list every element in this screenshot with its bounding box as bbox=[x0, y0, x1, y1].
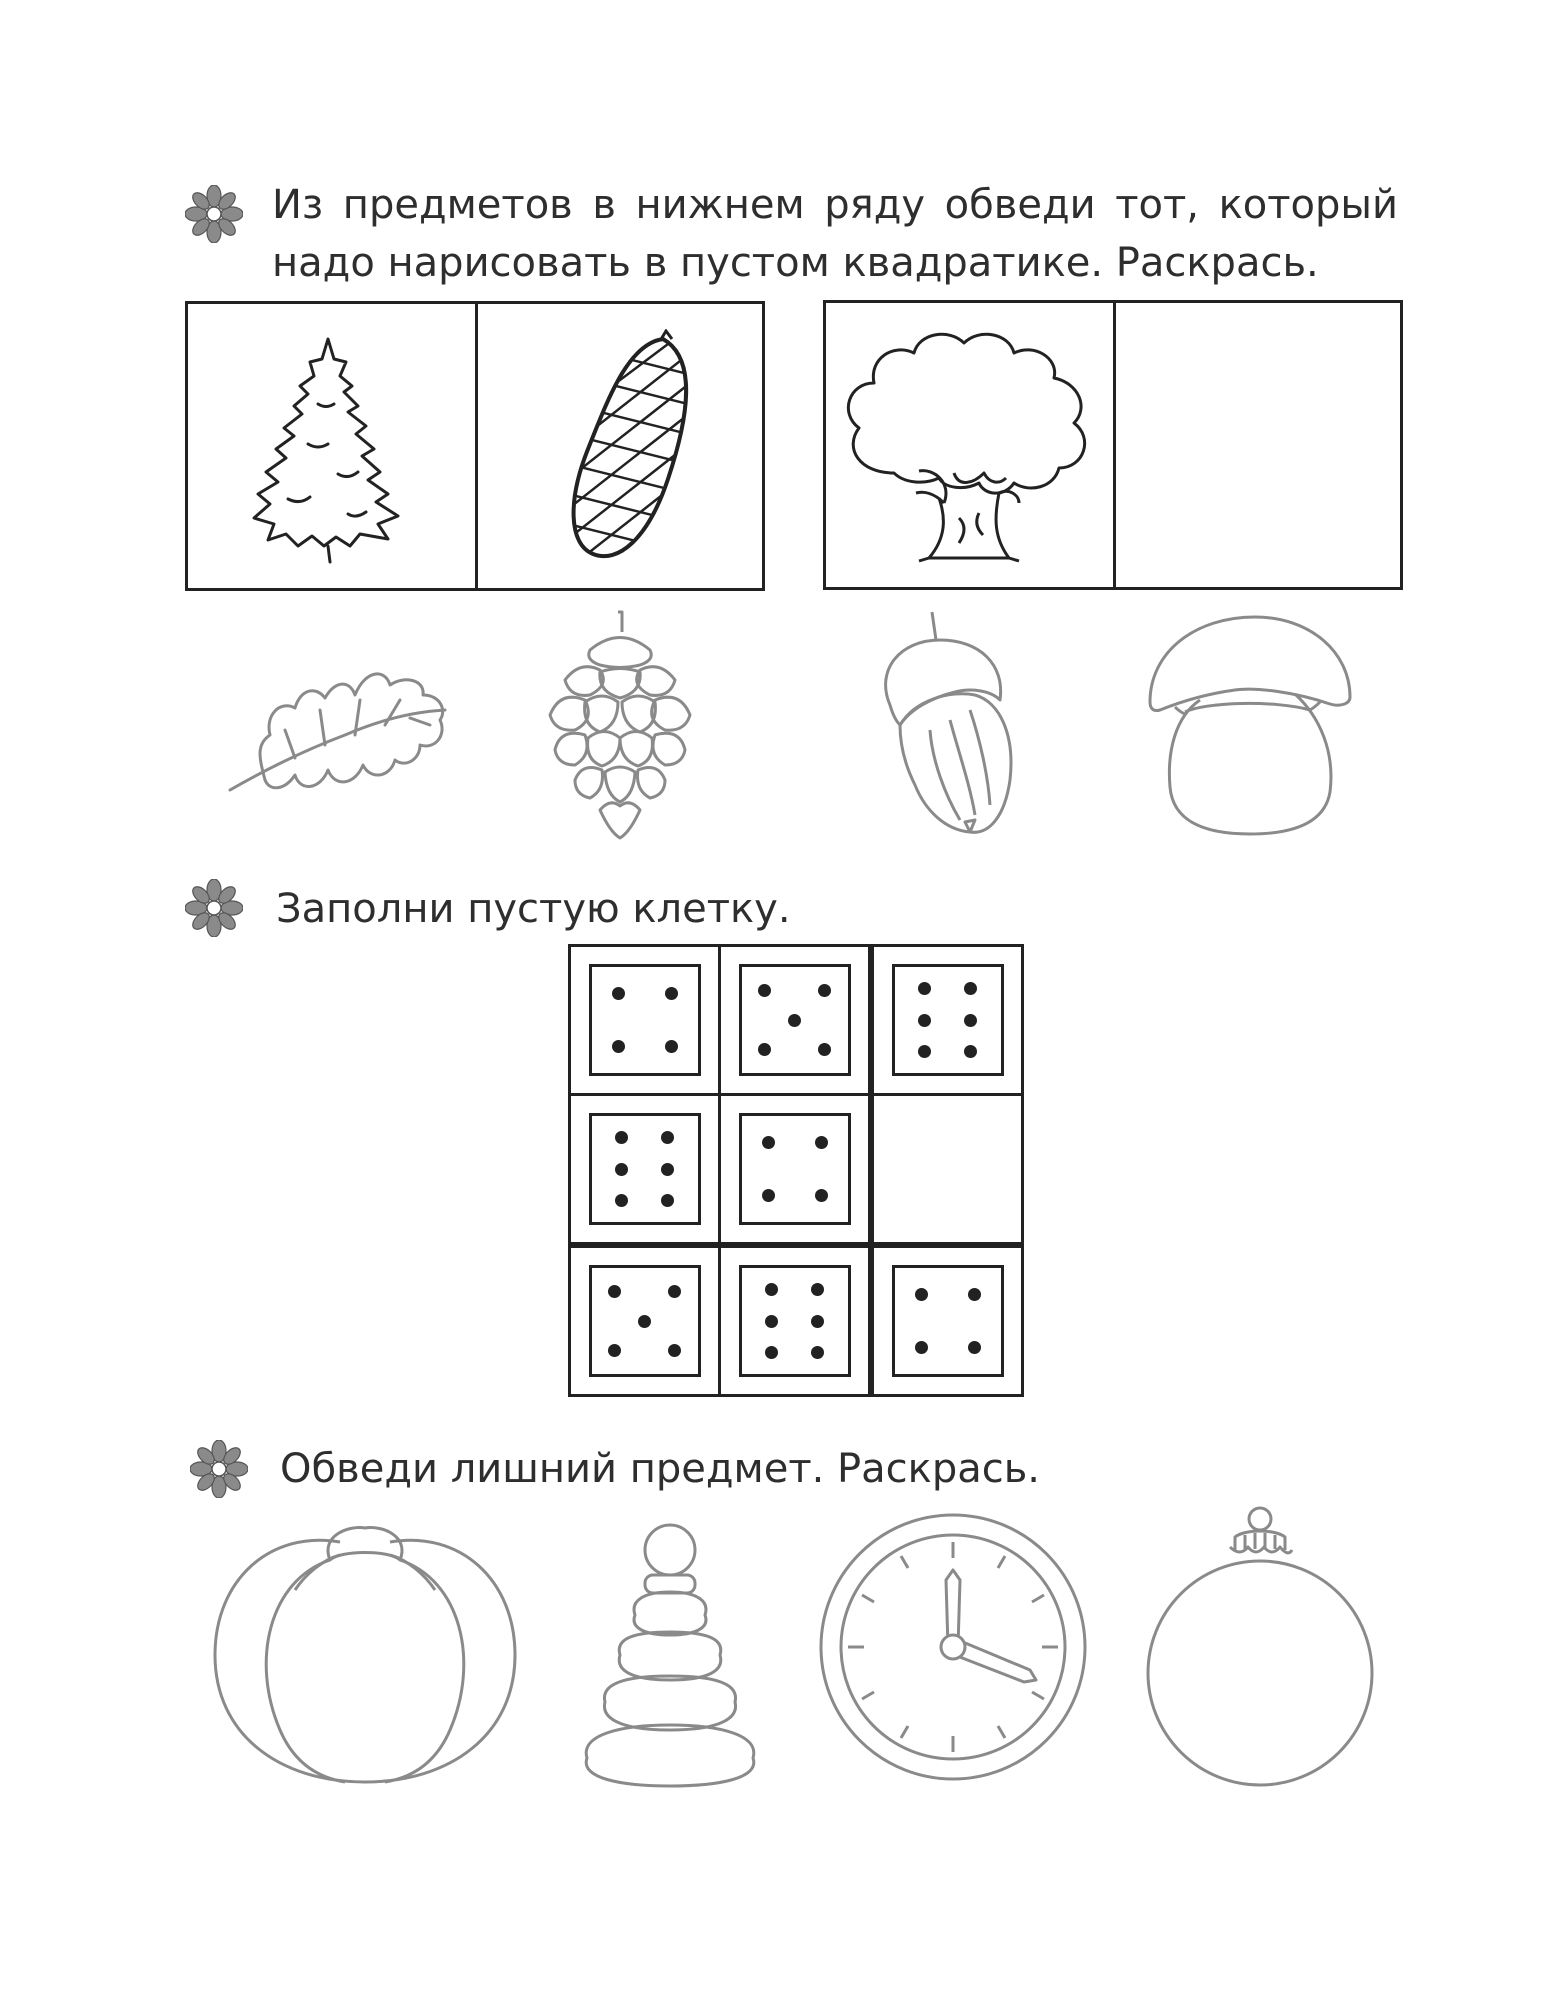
dice-pip bbox=[665, 1040, 678, 1053]
flower-bullet-icon bbox=[185, 879, 243, 937]
pyramid-toy-icon[interactable] bbox=[575, 1520, 765, 1790]
dice-pip bbox=[811, 1283, 824, 1296]
dice-face-6 bbox=[589, 1113, 701, 1225]
dice-pip bbox=[661, 1163, 674, 1176]
dice-pip bbox=[964, 982, 977, 995]
dice-pip bbox=[968, 1288, 981, 1301]
dice-pip bbox=[615, 1131, 628, 1144]
dice-pip bbox=[762, 1136, 775, 1149]
flower-bullet-icon bbox=[185, 185, 243, 243]
dice-pip bbox=[918, 1045, 931, 1058]
dice-pip bbox=[918, 1014, 931, 1027]
frame-pair-b bbox=[823, 300, 1403, 590]
christmas-ball-icon[interactable] bbox=[1140, 1505, 1380, 1790]
dice-face-4 bbox=[892, 1265, 1004, 1377]
dice-pip bbox=[765, 1283, 778, 1296]
dice-face-4 bbox=[739, 1113, 851, 1225]
dice-pip bbox=[815, 1136, 828, 1149]
dice-pip bbox=[968, 1341, 981, 1354]
dice-pip bbox=[811, 1346, 824, 1359]
dice-face-4 bbox=[589, 964, 701, 1076]
dice-pip bbox=[608, 1344, 621, 1357]
dice-pip bbox=[612, 987, 625, 1000]
mushroom-icon[interactable] bbox=[1145, 612, 1355, 842]
dice-pip bbox=[765, 1346, 778, 1359]
fir-cone-icon bbox=[548, 329, 708, 569]
dice-pip bbox=[964, 1014, 977, 1027]
dice-pip bbox=[915, 1288, 928, 1301]
dice-cell bbox=[718, 1093, 871, 1245]
dice-pip bbox=[758, 1043, 771, 1056]
dice-pip bbox=[818, 984, 831, 997]
dice-pip bbox=[915, 1341, 928, 1354]
task1-instruction bbox=[272, 176, 1398, 292]
dice-pip bbox=[818, 1043, 831, 1056]
dice-face-6 bbox=[892, 964, 1004, 1076]
clock-icon[interactable] bbox=[818, 1512, 1088, 1782]
dice-pip bbox=[788, 1014, 801, 1027]
dice-pip bbox=[612, 1040, 625, 1053]
task3-instruction: Обведи лишний предмет. Раскрась. bbox=[280, 1446, 1041, 1492]
dice-pip bbox=[918, 982, 931, 995]
oak-leaf-icon[interactable] bbox=[225, 650, 455, 810]
dice-pip bbox=[668, 1344, 681, 1357]
dice-pip bbox=[964, 1045, 977, 1058]
dice-grid bbox=[568, 944, 1027, 1400]
acorn-icon[interactable] bbox=[870, 610, 1050, 840]
dice-pip bbox=[815, 1189, 828, 1202]
dice-face-6 bbox=[739, 1265, 851, 1377]
task2-instruction: Заполни пустую клетку. bbox=[276, 886, 791, 932]
oak-tree-icon bbox=[834, 323, 1109, 573]
empty-cell[interactable] bbox=[871, 1093, 1024, 1245]
pumpkin-icon[interactable] bbox=[210, 1520, 520, 1790]
dice-cell bbox=[718, 944, 871, 1096]
dice-pip bbox=[758, 984, 771, 997]
dice-cell bbox=[871, 1245, 1024, 1397]
frame-pair-a bbox=[185, 301, 765, 591]
task1-instruction-line2: надо нарисовать в пустом квадратике. Раскрась. bbox=[272, 240, 1319, 286]
dice-pip bbox=[661, 1194, 674, 1207]
dice-pip bbox=[608, 1285, 621, 1298]
dice-cell bbox=[871, 944, 1024, 1096]
dice-cell bbox=[568, 944, 721, 1096]
fir-tree-icon bbox=[228, 334, 438, 564]
dice-face-5 bbox=[739, 964, 851, 1076]
dice-cell bbox=[568, 1245, 721, 1397]
pine-cone-icon[interactable] bbox=[530, 610, 710, 840]
dice-face-5 bbox=[589, 1265, 701, 1377]
dice-cell bbox=[568, 1093, 721, 1245]
dice-pip bbox=[665, 987, 678, 1000]
dice-pip bbox=[615, 1163, 628, 1176]
dice-pip bbox=[661, 1131, 674, 1144]
dice-pip bbox=[811, 1315, 824, 1328]
dice-pip bbox=[615, 1194, 628, 1207]
dice-pip bbox=[638, 1315, 651, 1328]
dice-cell bbox=[718, 1245, 871, 1397]
flower-bullet-icon bbox=[190, 1440, 248, 1498]
dice-pip bbox=[762, 1189, 775, 1202]
dice-pip bbox=[668, 1285, 681, 1298]
task1-instruction-line1: Из предметов в нижнем ряду обведи тот, который bbox=[272, 182, 1398, 228]
dice-pip bbox=[765, 1315, 778, 1328]
